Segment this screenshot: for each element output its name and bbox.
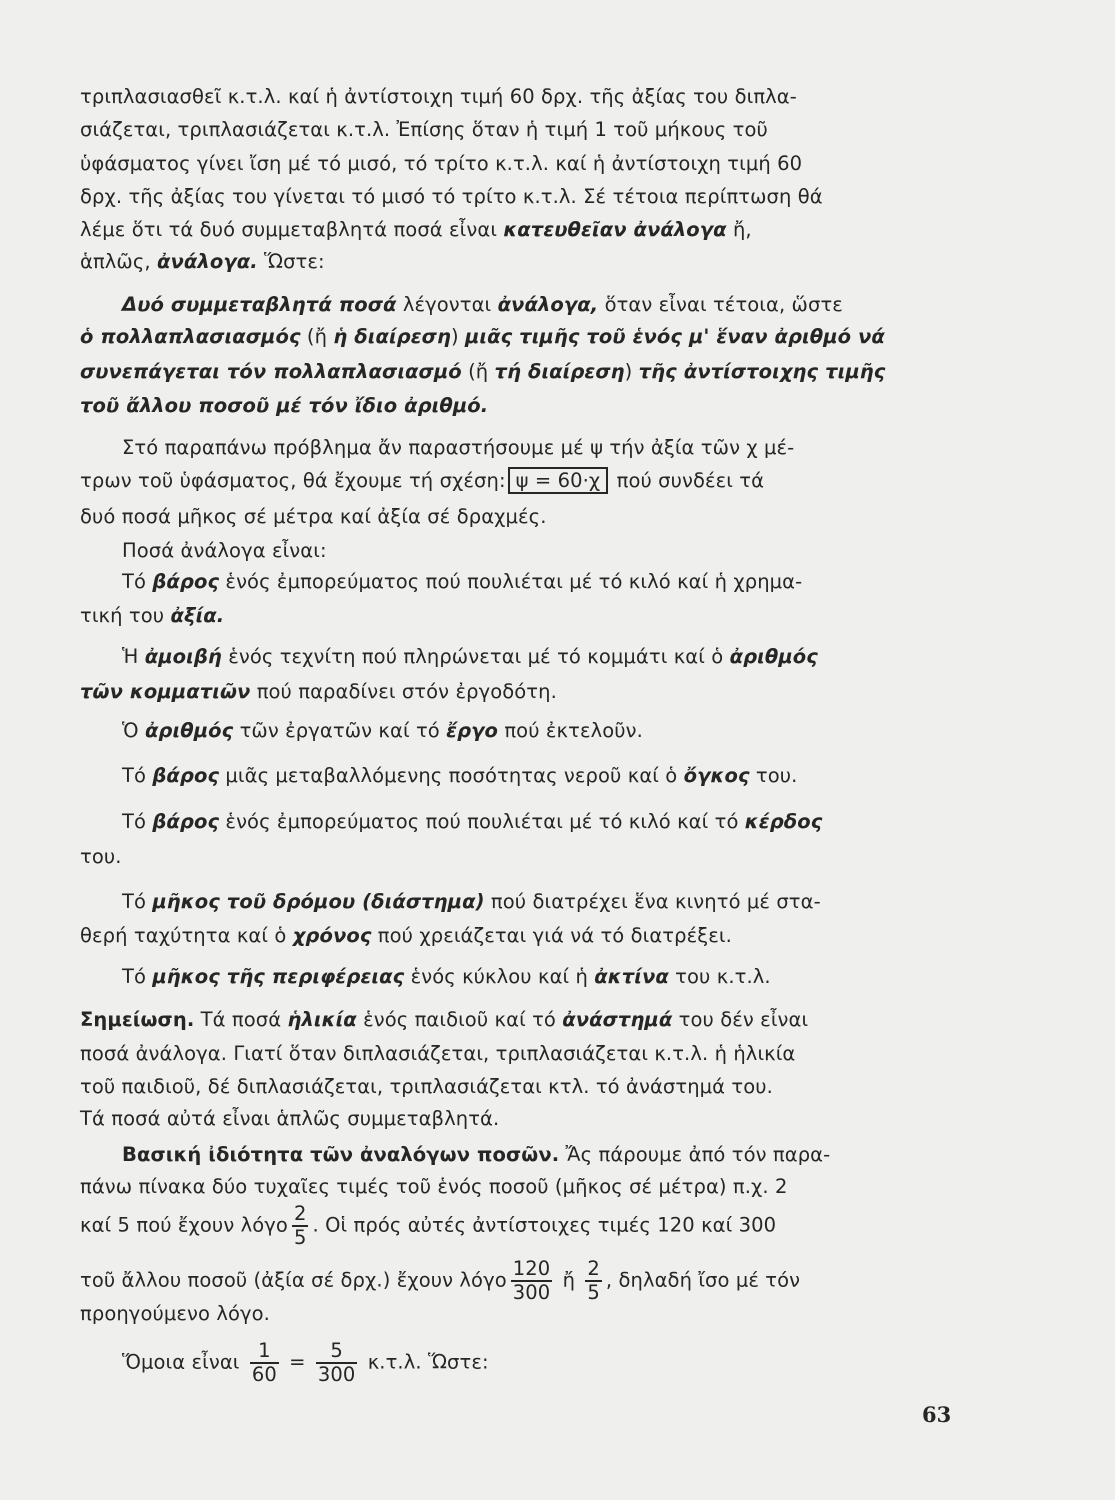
- text-line: σιάζεται, τριπλασιάζεται κ.τ.λ. Ἐπίσης ὅταν ἡ τιμή 1 τοῦ μήκους τοῦ: [80, 118, 768, 141]
- list-item: Τό βάρος ἑνός ἐμπορεύματος πού πουλιέται μέ τό κιλό καί τό κέρδος: [122, 810, 823, 833]
- list-item: θερή ταχύτητα καί ὁ χρόνος πού χρειάζεται γιά νά τό διατρέξει.: [80, 924, 732, 947]
- definition-line: τοῦ ἄλλου ποσοῦ μέ τόν ἴδιο ἀριθμό.: [80, 394, 489, 417]
- text-line: δρχ. τῆς ἀξίας του γίνεται τό μισό τό τρίτο κ.τ.λ. Σέ τέτοια περίπτωση θά: [80, 185, 823, 208]
- property-line: πάνω πίνακα δύο τυχαῖες τιμές τοῦ ἑνός ποσοῦ (μῆκος σέ μέτρα) π.χ. 2: [80, 1175, 788, 1198]
- list-item: Τό βάρος μιᾶς μεταβαλλόμενης ποσότητας νεροῦ καί ὁ ὄγκος του.: [122, 764, 798, 787]
- list-item: Τό βάρος ἑνός ἐμπορεύματος πού πουλιέται μέ τό κιλό καί ἡ χρημα-: [122, 570, 803, 593]
- property-line: προηγούμενο λόγο.: [80, 1302, 270, 1325]
- note-line: τοῦ παιδιοῦ, δέ διπλασιάζεται, τριπλασιάζεται κτλ. τό ἀνάστημά του.: [80, 1075, 773, 1098]
- text-line: τριπλασιασθεῖ κ.τ.λ. καί ἡ ἀντίστοιχη τιμή 60 δρχ. τῆς ἀξίας του διπλα-: [80, 85, 797, 108]
- fraction: $\frac{1}{60}$: [251, 1339, 277, 1386]
- text-line: ἁπλῶς, ἀνάλογα. Ὥστε:: [80, 250, 325, 273]
- fraction: $\frac{2}{5}$: [293, 1202, 307, 1249]
- list-item: Τό μῆκος τῆς περιφέρειας ἑνός κύκλου καί ἡ ἀκτίνα του κ.τ.λ.: [122, 965, 771, 988]
- property-line: τοῦ ἄλλου ποσοῦ (ἀξία σέ δρχ.) ἔχουν λόγο $\frac{120}{300}$ ἤ $\frac{2}{5}$ , δηλαδή ἴσο μέ τόν: [80, 1257, 801, 1304]
- fraction: $\frac{120}{300}$: [512, 1257, 551, 1304]
- fraction: $\frac{5}{300}$: [317, 1339, 356, 1386]
- note-line: ποσά ἀνάλογα. Γιατί ὅταν διπλασιάζεται, τριπλασιάζεται κ.τ.λ. ἡ ἡλικία: [80, 1042, 796, 1065]
- property-line: Ὅμοια εἶναι $\frac{1}{60}$ = $\frac{5}{300}$ κ.τ.λ. Ὥστε:: [122, 1339, 489, 1386]
- text-line: τρων τοῦ ὑφάσματος, θά ἔχουμε τή σχέση: ψ = 60·χ πού συνδέει τά: [80, 469, 765, 492]
- text-line: Στό παραπάνω πρόβλημα ἄν παραστήσουμε μέ ψ τήν ἀξία τῶν χ μέ-: [122, 436, 795, 459]
- list-item: Τό μῆκος τοῦ δρόμου (διάστημα) πού διατρέχει ἕνα κινητό μέ στα-: [122, 890, 821, 913]
- fraction: $\frac{2}{5}$: [587, 1257, 600, 1304]
- list-item: τική του ἀξία.: [80, 604, 225, 627]
- page-number: 63: [922, 1402, 952, 1427]
- definition-line: συνεπάγεται τόν πολλαπλασιασμό (ἤ τή διαίρεση) τῆς ἀντίστοιχης τιμῆς: [80, 360, 886, 383]
- list-item: Ἡ ἀμοιβή ἑνός τεχνίτη πού πληρώνεται μέ τό κομμάτι καί ὁ ἀριθμός: [122, 645, 818, 668]
- property-line: καί 5 πού ἔχουν λόγο $\frac{2}{5}$ . Οἱ πρός αὐτές ἀντίστοιχες τιμές 120 καί 300: [80, 1202, 777, 1249]
- text-line: Ποσά ἀνάλογα εἶναι:: [122, 539, 327, 562]
- property-line: Βασική ἰδιότητα τῶν ἀναλόγων ποσῶν. Ἄς πάρουμε ἀπό τόν παρα-: [122, 1143, 831, 1166]
- list-item: Ὁ ἀριθμός τῶν ἐργατῶν καί τό ἔργο πού ἐκτελοῦν.: [122, 719, 643, 742]
- definition-line: ὁ πολλαπλασιασμός (ἤ ἡ διαίρεση) μιᾶς τιμῆς τοῦ ἑνός μ' ἕναν ἀριθμό νά: [80, 325, 885, 348]
- list-item: τῶν κομματιῶν πού παραδίνει στόν ἐργοδότη.: [80, 680, 557, 703]
- text-line: δυό ποσά μῆκος σέ μέτρα καί ἀξία σέ δραχμές.: [80, 505, 547, 528]
- list-item: του.: [80, 845, 122, 868]
- note-line: Σημείωση. Τά ποσά ἡλικία ἑνός παιδιοῦ καί τό ἀνάστημά του δέν εἶναι: [80, 1008, 809, 1031]
- text-line: ὑφάσματος γίνει ἴση μέ τό μισό, τό τρίτο κ.τ.λ. καί ἡ ἀντίστοιχη τιμή 60: [80, 152, 803, 175]
- note-line: Τά ποσά αὐτά εἶναι ἁπλῶς συμμεταβλητά.: [80, 1107, 500, 1130]
- formula-box: ψ = 60·χ: [508, 467, 609, 494]
- definition-line: Δυό συμμεταβλητά ποσά λέγονται ἀνάλογα, ὅταν εἶναι τέτοια, ὥστε: [122, 293, 843, 316]
- text-line: λέμε ὅτι τά δυό συμμεταβλητά ποσά εἶναι κατευθεῖαν ἀνάλογα ἤ,: [80, 218, 752, 241]
